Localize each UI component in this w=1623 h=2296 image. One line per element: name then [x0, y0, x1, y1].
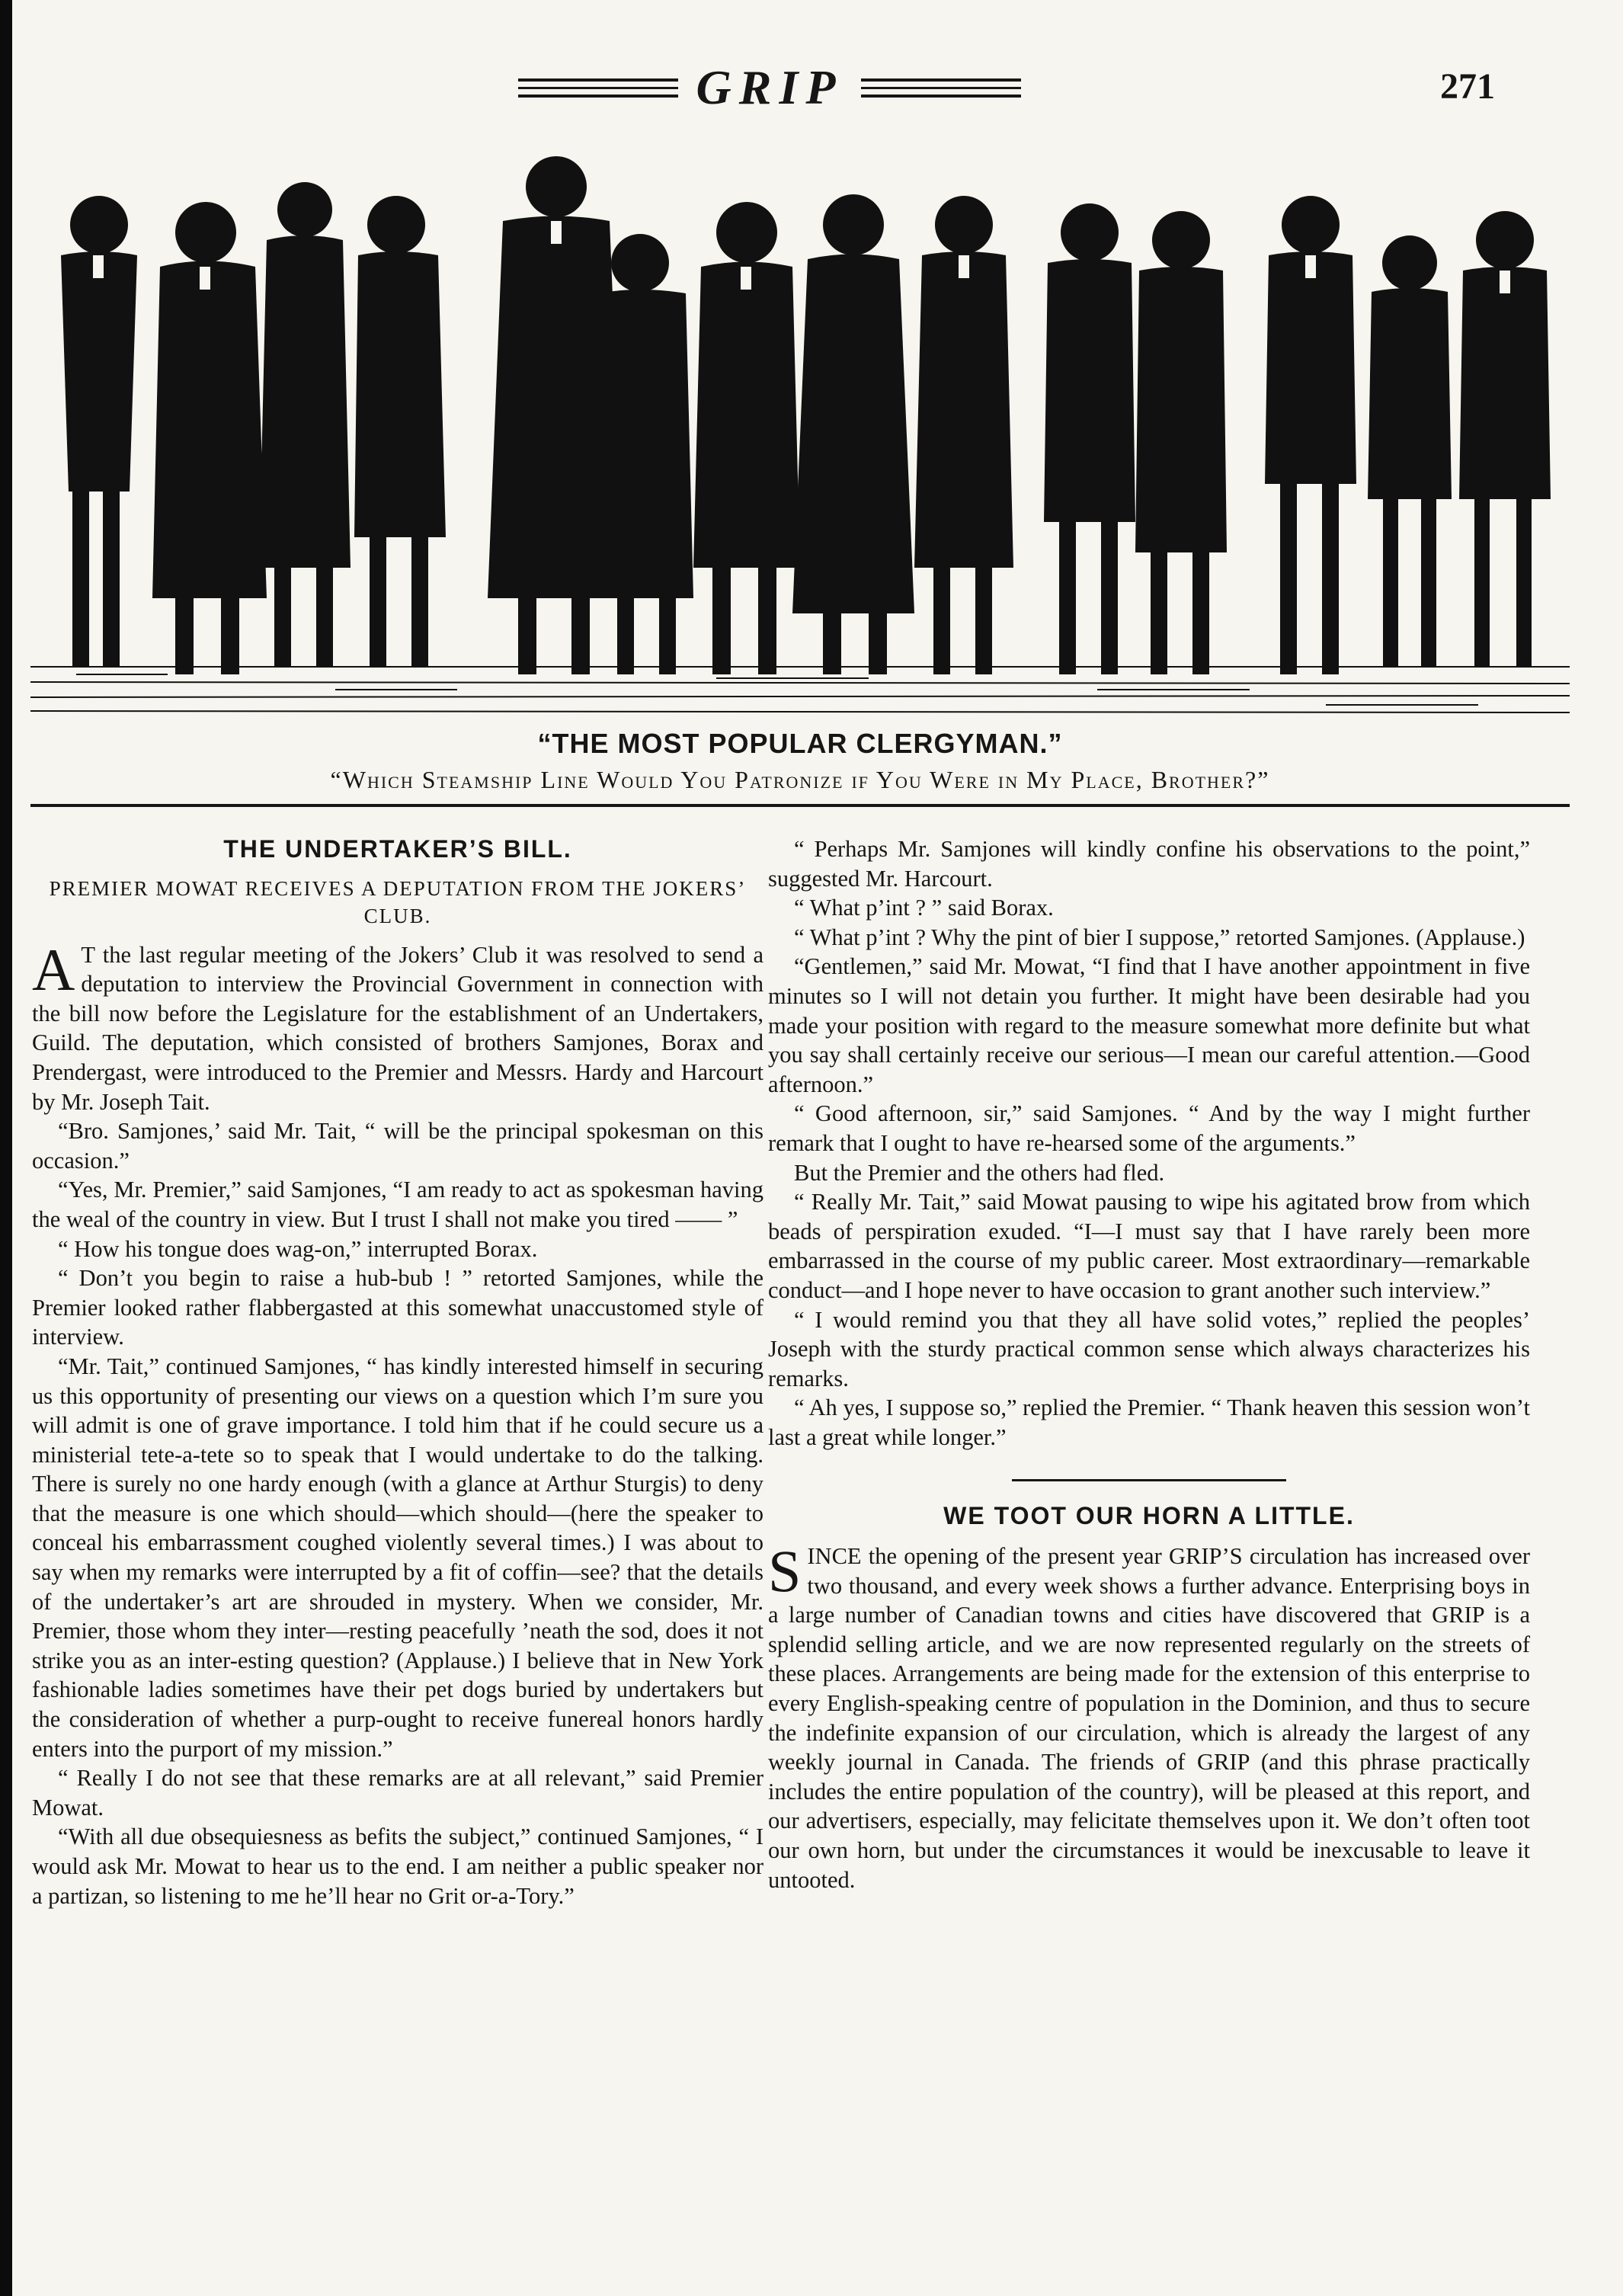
cartoon-figures: [30, 141, 1570, 720]
drop-cap-a: A: [32, 936, 75, 1003]
article-paragraph: But the Premier and the others had fled.: [794, 1159, 1165, 1186]
article-paragraph: “ I would remind you that they all have solid votes,” replied the peoples’ Joseph with the sturdy practical common sense which always characterizes his remarks.: [768, 1306, 1530, 1391]
article-paragraph: “ What p’int ? ” said Borax.: [794, 895, 1054, 921]
article-paragraph: SINCE the opening of the present year GRIP’S circulation has increased over two thousand, and every week shows a further advance. Enterprising boys in a large number of Canadian towns and cities have discovered that GRIP is a splendid selling article, and we are now represented regularly on the streets of these places. Arrangements are being made for the extension of this enterprise to every English-speaking centre of population in the Dominion, and thus to secure the indefinite expansion of our circulation, which is already the largest of any weekly journal in Canada. The friends of GRIP (and this phrase practically includes the entire population of the country), will be pleased at this report, and our advertisers, especially, may felicitate themselves upon it. We don’t often toot our own horn, but under the circumstances it would be inexcusable to leave it untooted.: [768, 1538, 1530, 1893]
masthead-rule-right: [861, 78, 1021, 98]
clergyman-figures: [61, 156, 1551, 674]
masthead: [427, 53, 1112, 122]
caption-divider: [30, 804, 1570, 807]
cartoon-title: “THE MOST POPULAR CLERGYMAN.”: [537, 728, 1063, 759]
section-divider: [1012, 1479, 1286, 1481]
article-paragraph: “With all due obsequiesness as befits the subject,” continued Samjones, “ I would ask Mr. Mowat to hear us to the end. I am neither a public speaker nor a partizan, so listening to me he’ll hear no Grit or-a-Tory.”: [32, 1824, 763, 1909]
article-paragraph: “ Ah yes, I suppose so,” replied the Premier. “ Thank heaven this session won’t last a great while longer.”: [768, 1395, 1530, 1450]
article-paragraph: “Yes, Mr. Premier,” said Samjones, “I am ready to act as spokesman having the weal of the country in view. But I trust I shall not make you tired —— ”: [32, 1177, 763, 1232]
drop-cap-s: S: [768, 1538, 802, 1605]
left-column: [32, 834, 763, 1910]
article-paragraph: “ How his tongue does wag-on,” interrupted Borax.: [58, 1235, 538, 1262]
article-paragraph: “Gentlemen,” said Mr. Mowat, “I find that I have another appointment in five minutes so I will not detain you further. It might have been desirable had you made your position with regard to the measure somewhat more definite but what you say shall certainly receive our serious—I mean our careful attention.—Good afternoon.”: [768, 953, 1530, 1097]
cartoon-illustration: [30, 141, 1570, 720]
page-number: 271: [1440, 66, 1495, 107]
page-edge: [0, 0, 12, 2296]
article-paragraph: “ Good afternoon, sir,” said Samjones. “ And by the way I might further remark that I ought to have re-hearsed some of the arguments.”: [768, 1100, 1530, 1156]
article-paragraph: “ Don’t you begin to raise a hub-bub ! ” retorted Samjones, while the Premier looked rather flabbergasted at this somewhat unaccustomed style of interview.: [32, 1265, 763, 1350]
masthead-rule-left: [518, 78, 678, 98]
article-paragraph: A T the last regular meeting of the Jokers’ Club it was resolved to send a deputation to interview the Provincial Government in connection with the bill now before the Legislature for the establishment of an Undertakers, Guild. The deputation, which consisted of brothers Samjones, Borax and Prendergast, were introduced to the Premier and Messrs. Hardy and Harcourt by Mr. Joseph Tait.: [32, 936, 763, 1115]
article-paragraph: “Mr. Tait,” continued Samjones, “ has kindly interested himself in securing us this opportunity of presenting our views on a question which I’m sure you will admit is one of grave importance. I told him that if he could secure us a ministerial tete-a-tete so to speak that I would undertake to do the talking. There is surely no one hardy enough (with a glance at Arthur Sturgis) to deny that the measure is one which should—which should—(here the speaker to conceal his embarrassment coughed violently several times.) I was about to say when my remarks were interrupted by a fit of coffin—see? that the details of the undertaker’s art are shrouded in mystery. When we consider, Mr. Premier, those whom they inter—resting peacefully ’neath the sod, does it not strike you as an inter-esting question? (Applause.) I believe that in New York fashionable ladies sometimes have their pet dogs buried by undertakers but the consideration of whether a purp-ought to receive funereal honors hardly enters into the purport of my mission.”: [32, 1353, 763, 1762]
masthead-title: GRIP: [696, 60, 844, 114]
article-title-toot-horn: WE TOOT OUR HORN A LITTLE.: [943, 1502, 1355, 1530]
article-paragraph: “ Perhaps Mr. Samjones will kindly confine his observations to the point,” suggested Mr. Harcourt.: [768, 836, 1530, 892]
cartoon-subtitle: “Which Steamship Line Would You Patronize if You Were in My Place, Brother?”: [330, 766, 1270, 793]
article-title-undertakers-bill: THE UNDERTAKER’S BILL.: [223, 835, 572, 863]
article-paragraph: “ Really I do not see that these remarks are at all relevant,” said Premier Mowat.: [32, 1765, 763, 1820]
article-subtitle-undertakers-bill: PREMIER MOWAT RECEIVES A DEPUTATION FROM THE JOKERS’ CLUB.: [49, 876, 747, 927]
article-paragraph: “Bro. Samjones,’ said Mr. Tait, “ will be the principal spokesman on this occasion.”: [32, 1118, 763, 1174]
right-column: [768, 834, 1530, 1894]
article-paragraph: “ Really Mr. Tait,” said Mowat pausing to wipe his agitated brow from which beads of perspiration exuded. “I—I must say that I have rarely been more embarrassed in the course of my public career. Most extraordinary—remarkable conduct—and I hope never to have occasion to grant another such interview.”: [768, 1189, 1530, 1303]
article-paragraph: “ What p’int ? Why the pint of bier I suppose,” retorted Samjones. (Applause.): [794, 924, 1525, 950]
